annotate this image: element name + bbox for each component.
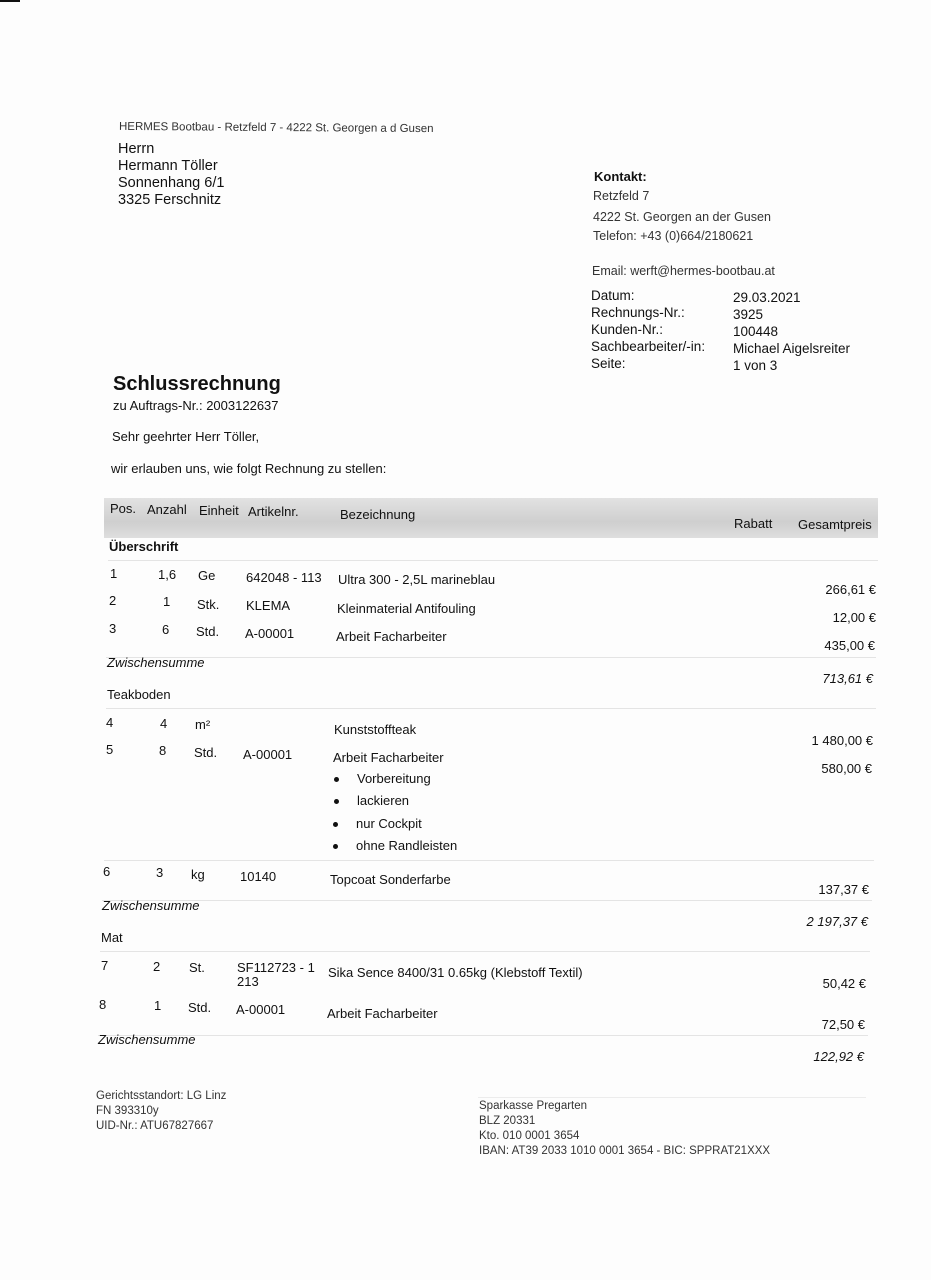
row-description: Arbeit Facharbeiter (327, 1006, 438, 1021)
row-qty: 2 (153, 959, 161, 974)
row-total: 266,61 € (825, 582, 876, 597)
row-total: 137,37 € (818, 882, 869, 897)
meta-labels (591, 287, 705, 372)
contact-email: Email: werft@hermes-bootbau.at (592, 264, 775, 278)
contact-city: 4222 St. Georgen an der Gusen (593, 210, 771, 224)
row-description: Arbeit Facharbeiter (336, 629, 447, 644)
row-qty: 4 (160, 716, 168, 731)
invoice-title: Schlussrechnung (113, 373, 281, 395)
row-article: A-00001 (245, 626, 295, 641)
row-total: 50,42 € (822, 976, 866, 991)
footer-account: Kto. 010 0001 3654 (479, 1130, 580, 1142)
row-total: 435,00 € (824, 638, 875, 653)
meta-values (733, 289, 850, 374)
row-unit: kg (191, 867, 205, 882)
row-unit: Stk. (197, 597, 220, 612)
scan-mark (0, 0, 20, 2)
header-discount: Rabatt (734, 516, 773, 531)
row-article: 642048 - 113 (246, 570, 322, 585)
meta-label-invoice-no: Rechnungs-Nr.: (591, 305, 685, 320)
header-total: Gesamtpreis (798, 517, 872, 532)
header-unit: Einheit (199, 503, 239, 518)
bullet-item: ohne Randleisten (333, 838, 457, 853)
row-pos: 3 (109, 621, 117, 636)
meta-value-customer-no: 100448 (733, 324, 779, 339)
bullet-dot (334, 799, 339, 804)
row-divider (98, 1035, 868, 1036)
row-description: Kleinmaterial Antifouling (337, 601, 476, 616)
subtotal-value: 122,92 € (813, 1049, 864, 1064)
bullet-dot (333, 844, 338, 849)
footer-uid: UID-Nr.: ATU67827667 (96, 1120, 214, 1132)
row-pos: 4 (106, 715, 114, 730)
row-description: Sika Sence 8400/31 0.65kg (Klebstoff Textil) (328, 965, 583, 980)
header-pos: Pos. (110, 501, 137, 516)
row-article: 10140 (240, 869, 277, 884)
subtotal-label: Zwischensumme (107, 655, 205, 670)
row-pos: 7 (101, 958, 109, 973)
meta-label-customer-no: Kunden-Nr.: (591, 322, 664, 337)
header-qty: Anzahl (147, 502, 187, 517)
row-divider (100, 951, 870, 952)
row-pos: 5 (106, 742, 114, 757)
contact-street: Retzfeld 7 (593, 189, 650, 203)
footer-court: Gerichtsstandort: LG Linz (96, 1090, 227, 1102)
meta-value-date: 29.03.2021 (733, 290, 801, 305)
contact-title: Kontakt: (594, 169, 647, 184)
row-qty: 1 (154, 998, 162, 1013)
header-article: Artikelnr. (248, 504, 299, 519)
row-unit: Ge (198, 568, 216, 583)
contact-phone: Telefon: +43 (0)664/2180621 (593, 229, 754, 243)
meta-value-clerk: Michael Aigelsreiter (733, 341, 851, 356)
section-heading: Teakboden (107, 687, 171, 702)
row-pos: 6 (103, 864, 111, 879)
footer-fn: FN 393310y (96, 1105, 159, 1117)
subtotal-label: Zwischensumme (98, 1032, 196, 1047)
meta-value-invoice-no: 3925 (733, 307, 764, 322)
bullet-item: lackieren (334, 793, 409, 808)
row-total: 1 480,00 € (811, 733, 873, 748)
row-unit: Std. (194, 745, 218, 760)
row-pos: 2 (109, 593, 117, 608)
footer-iban: IBAN: AT39 2033 1010 0001 3654 - BIC: SPPRAT21XXX (479, 1145, 771, 1157)
bullet-dot (334, 777, 339, 782)
row-qty: 3 (156, 865, 164, 880)
header-description: Bezeichnung (340, 507, 416, 522)
bullet-item: nur Cockpit (333, 816, 422, 831)
section-heading: Überschrift (109, 539, 179, 554)
subtotal-value: 2 197,37 € (806, 914, 868, 929)
footer-bank (479, 1099, 770, 1159)
row-article: KLEMA (246, 598, 291, 613)
footer-legal (96, 1089, 226, 1134)
row-qty: 6 (162, 622, 170, 637)
row-unit: m² (195, 717, 211, 732)
meta-value-page: 1 von 3 (733, 358, 778, 373)
sender-line: HERMES Bootbau - Retzfeld 7 - 4222 St. Georgen a d Gusen (118, 120, 434, 136)
recipient-salutation: Herrn (118, 141, 155, 157)
row-article: SF112723 - 1 213 (237, 960, 315, 989)
order-reference: zu Auftrags-Nr.: 2003122637 (113, 398, 279, 413)
bullet-dot (333, 822, 338, 827)
meta-label-clerk: Sachbearbeiter/-in: (591, 339, 706, 354)
row-qty: 1 (163, 594, 171, 609)
row-divider (106, 657, 876, 658)
row-total: 72,50 € (821, 1017, 865, 1032)
section-heading: Mat (101, 930, 123, 945)
recipient-street: Sonnenhang 6/1 (118, 175, 225, 191)
recipient-city: 3325 Ferschnitz (118, 192, 222, 208)
subtotal-value: 713,61 € (822, 671, 873, 686)
row-description: Topcoat Sonderfarbe (330, 872, 451, 887)
row-pos: 1 (110, 566, 118, 581)
row-qty: 8 (159, 743, 167, 758)
row-unit: Std. (188, 1000, 212, 1015)
footer-bank-name: Sparkasse Pregarten (479, 1100, 588, 1112)
row-description: Arbeit Facharbeiter (333, 750, 444, 765)
salutation: Sehr geehrter Herr Töller, (112, 429, 260, 444)
footer-divider (478, 1097, 866, 1098)
recipient-name: Hermann Töller (118, 158, 218, 174)
row-qty: 1,6 (158, 567, 177, 582)
row-total: 580,00 € (821, 761, 872, 776)
row-divider (106, 708, 876, 709)
intro-text: wir erlauben uns, wie folgt Rechnung zu stellen: (111, 461, 387, 476)
row-unit: St. (189, 960, 205, 975)
row-description: Kunststoffteak (334, 722, 417, 737)
row-article: A-00001 (243, 747, 293, 762)
footer-blz: BLZ 20331 (479, 1115, 536, 1127)
row-divider (104, 860, 874, 861)
row-article: A-00001 (236, 1002, 286, 1017)
row-divider (102, 900, 872, 901)
subtotal-label: Zwischensumme (102, 898, 200, 913)
row-total: 12,00 € (832, 610, 876, 625)
row-divider (108, 560, 878, 561)
row-pos: 8 (99, 997, 107, 1012)
meta-label-date: Datum: (591, 288, 635, 303)
row-description: Ultra 300 - 2,5L marineblau (338, 572, 496, 587)
recipient-address (118, 141, 224, 209)
row-unit: Std. (196, 624, 220, 639)
meta-label-page: Seite: (591, 356, 626, 371)
bullet-item: Vorbereitung (334, 771, 431, 786)
